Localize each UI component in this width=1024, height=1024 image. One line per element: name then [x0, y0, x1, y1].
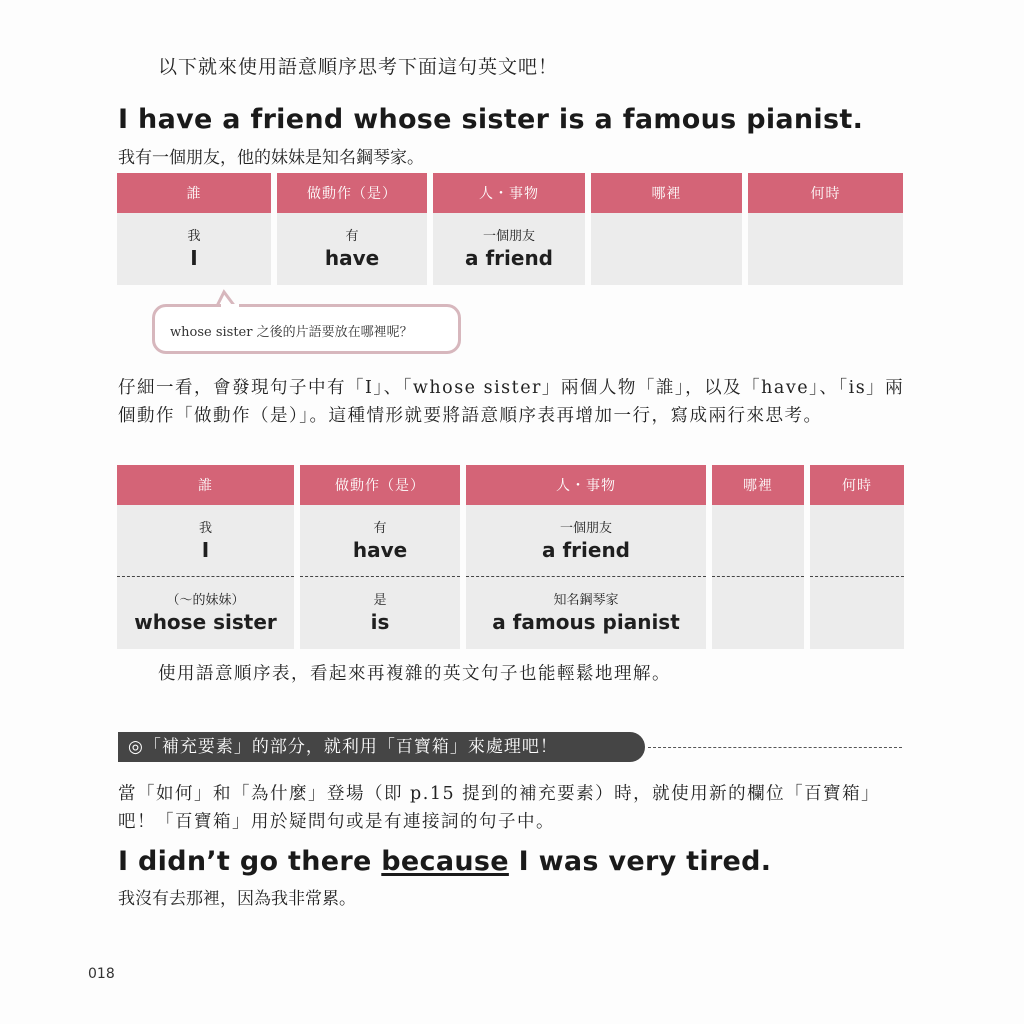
table-cell: （～的妹妹） whose sister	[117, 577, 294, 649]
header-action: 做動作（是）	[277, 173, 427, 213]
table-cell	[748, 213, 903, 285]
explanation-paragraph-1: 仔細一看，會發現句子中有「I」、「whose sister」兩個人物「誰」，以及「have」、「is」兩個動作「做動作（是）」。這種情形就要將語意順序表再增加一行，寫成兩行來思考。	[118, 378, 905, 426]
underlined-conjunction: because	[381, 846, 509, 877]
example-translation-2: 我沒有去那裡，因為我非常累。	[118, 889, 356, 909]
table-cell	[712, 505, 804, 577]
header-when: 何時	[748, 173, 903, 213]
table-cell: 一個朋友 a friend	[433, 213, 585, 285]
example-translation-1: 我有一個朋友，他的妹妹是知名鋼琴家。	[118, 148, 424, 168]
example-sentence-2: I didn’t go there because I was very tired.	[118, 846, 772, 877]
page-number: 018	[88, 966, 115, 982]
header-when: 何時	[810, 465, 904, 505]
section-heading: ◎「補充要素」的部分，就利用「百寶箱」來處理吧！	[118, 732, 645, 762]
section-divider	[648, 747, 902, 748]
table-row	[117, 577, 904, 649]
example-sentence-1: I have a friend whose sister is a famous pianist.	[118, 104, 864, 135]
semantic-order-table-2	[111, 465, 910, 649]
table-cell	[810, 505, 904, 577]
explanation-paragraph-3: 當「如何」和「為什麼」登場（即 p.15 提到的補充要素）時，就使用新的欄位「百寶箱」吧！「百寶箱」用於疑問句或是有連接詞的句子中。	[118, 784, 881, 832]
speech-bubble-tail-cover	[221, 304, 239, 308]
header-object: 人・事物	[433, 173, 585, 213]
header-where: 哪裡	[591, 173, 742, 213]
table-cell: 一個朋友 a friend	[466, 505, 706, 577]
table-cell: 知名鋼琴家 a famous pianist	[466, 577, 706, 649]
semantic-order-table-1	[111, 173, 909, 285]
table-cell	[712, 577, 804, 649]
header-where: 哪裡	[712, 465, 804, 505]
table-cell: 有 have	[300, 505, 460, 577]
header-object: 人・事物	[466, 465, 706, 505]
intro-text: 以下就來使用語意順序思考下面這句英文吧！	[158, 56, 559, 78]
table-cell: 我 I	[117, 213, 271, 285]
header-who: 誰	[117, 465, 294, 505]
header-who: 誰	[117, 173, 271, 213]
table-cell: 有 have	[277, 213, 427, 285]
table-row	[117, 505, 904, 577]
table-cell: 我 I	[117, 505, 294, 577]
explanation-paragraph-2: 使用語意順序表，看起來再複雜的英文句子也能輕鬆地理解。	[158, 664, 671, 684]
table-cell: 是 is	[300, 577, 460, 649]
header-action: 做動作（是）	[300, 465, 460, 505]
speech-bubble	[152, 304, 461, 354]
speech-bubble-text: whose sister 之後的片語要放在哪裡呢？	[170, 325, 413, 340]
table-cell	[591, 213, 742, 285]
table-cell	[810, 577, 904, 649]
